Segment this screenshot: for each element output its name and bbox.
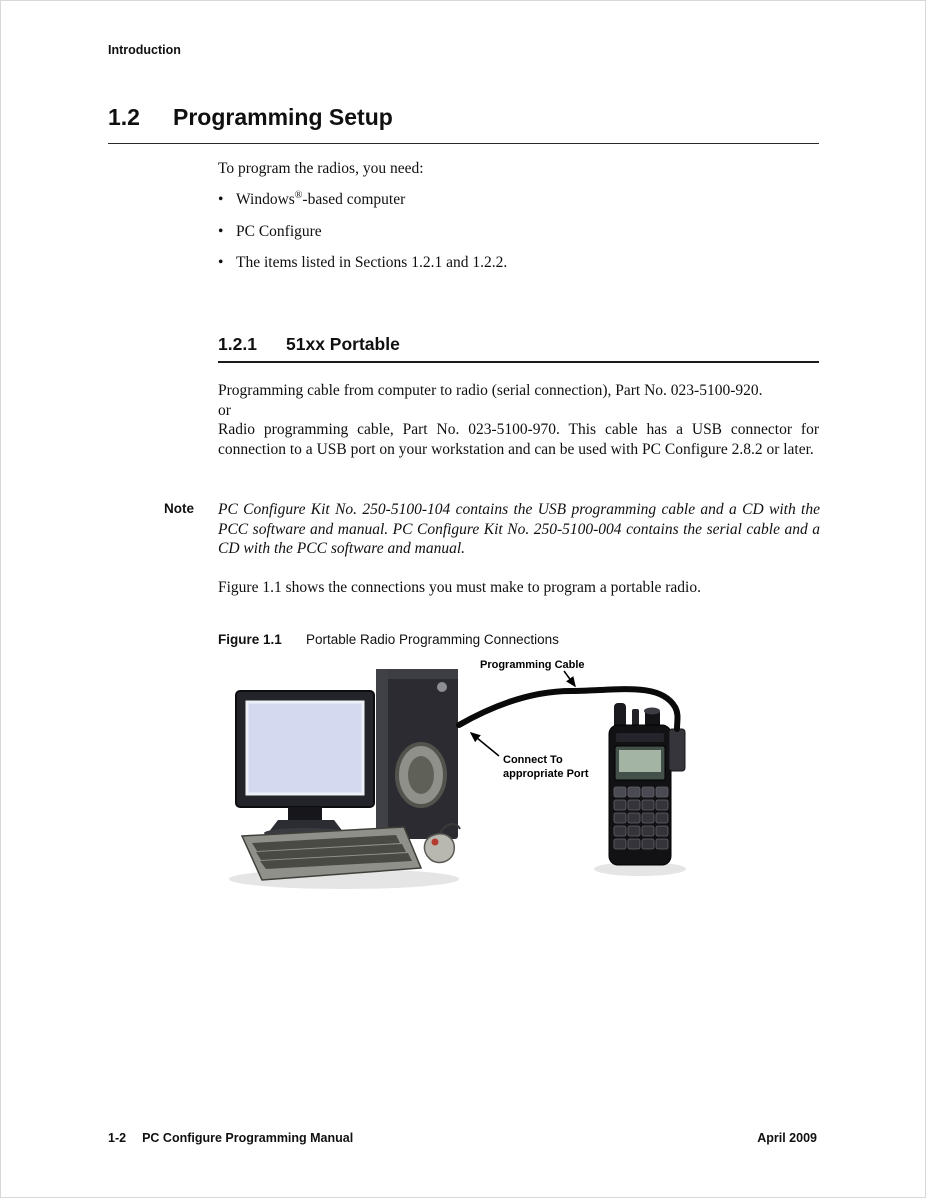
subsection-number: 1.2.1 — [218, 334, 257, 354]
connect-port-arrow — [471, 733, 499, 756]
list-item — [218, 190, 507, 210]
programming-cable-arrow — [564, 671, 575, 686]
bullet-marker: • — [218, 191, 224, 208]
section-number: 1.2 — [108, 104, 140, 130]
cable-paragraph-line2: or — [218, 401, 231, 419]
footer-left — [108, 1131, 353, 1145]
bullet-text: The items listed in Sections 1.2.1 and 1.2.2. — [236, 254, 508, 272]
note-text: PC Configure Kit No. 250-5100-104 contains the USB programming cable and a CD with the PCC software and manual. PC Configure Kit No. 250-5100-004 contains the serial cable and a CD with the PCC software and manual. — [218, 501, 820, 558]
connect-port-label-line1: Connect To — [503, 754, 563, 766]
bullet-text — [236, 190, 405, 210]
portable-radio-illustration — [609, 703, 685, 865]
list-item — [218, 222, 507, 242]
subsection-heading — [218, 333, 400, 355]
bullet-marker: • — [218, 254, 224, 272]
note-label: Note — [164, 501, 194, 516]
section-title: Programming Setup — [173, 104, 393, 130]
subsection-title: 51xx Portable — [286, 334, 400, 354]
bullet-marker: • — [218, 222, 224, 240]
footer-manual-title: PC Configure Programming Manual — [142, 1131, 354, 1145]
programming-cable-line — [459, 689, 678, 729]
programming-cable-label: Programming Cable — [480, 659, 585, 671]
section-heading-rule — [108, 143, 819, 144]
footer-page-number: 1-2 — [108, 1131, 127, 1145]
running-header: Introduction — [108, 43, 181, 57]
computer-tower-illustration — [376, 669, 458, 839]
cable-paragraph-line1: Programming cable from computer to radio (serial connection), Part No. 023-5100-920. — [218, 382, 763, 399]
figure-illustration — [226, 653, 691, 896]
figure-1-1 — [226, 653, 691, 896]
power-button-icon — [437, 682, 447, 692]
monitor-illustration — [236, 691, 374, 838]
subsection-heading-rule — [218, 361, 819, 363]
bullet-text-computer: -based computer — [302, 191, 406, 208]
cable-paragraph — [218, 381, 819, 460]
bullet-text-windows: Windows — [236, 191, 295, 208]
list-item — [218, 253, 507, 273]
lead-paragraph: To program the radios, you need: — [218, 160, 424, 177]
connect-port-label-line2: appropriate Port — [503, 768, 589, 780]
requirements-list — [218, 190, 507, 285]
figure-caption — [218, 632, 559, 647]
figure-caption-label: Figure 1.1 — [218, 632, 282, 647]
section-heading — [108, 103, 393, 131]
bullet-text: PC Configure — [236, 222, 322, 240]
figure-caption-text: Portable Radio Programming Connections — [306, 632, 559, 647]
cable-paragraph-line3: Radio programming cable, Part No. 023-5100-970. This cable has a USB connector for connection to a USB port on your workstation and can be used with PC Configure 2.8.2 or later. — [218, 421, 819, 459]
figure-reference-paragraph: Figure 1.1 shows the connections you must make to program a portable radio. — [218, 579, 701, 596]
radio-cable-adapter — [669, 729, 685, 771]
registered-mark: ® — [294, 189, 303, 201]
footer-date: April 2009 — [757, 1131, 817, 1145]
